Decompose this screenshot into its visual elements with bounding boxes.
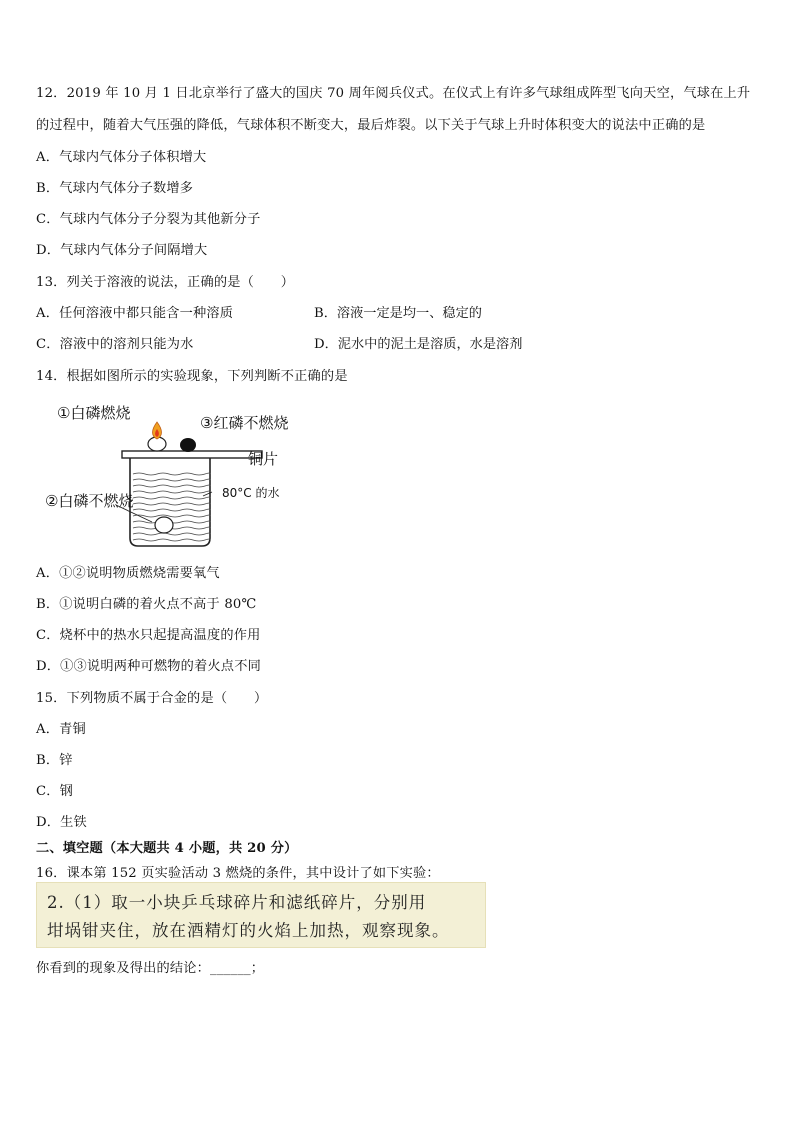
q15-option-d: D．生铁	[36, 815, 87, 830]
q15-option-b: B．锌	[36, 753, 73, 768]
q12-option-b: B．气球内气体分子数增多	[36, 181, 194, 196]
q14-option-c: C．烧杯中的热水只起提高温度的作用	[36, 628, 261, 643]
q13-option-b: B．溶液一定是均一、稳定的	[314, 306, 482, 321]
q16-stem: 16．课本第 152 页实验活动 3 燃烧的条件，其中设计了如下实验：	[36, 866, 440, 881]
q12-stem-line1: 12．2019 年 10 月 1 日北京举行了盛大的国庆 70 周年阅兵仪式。在仪式上有许多气球组成阵型飞向天空，气球在上升	[36, 86, 751, 101]
q12-stem-line2: 的过程中，随着大气压强的降低，气球体积不断变大，最后炸裂。以下关于气球上升时体积变大的说法中正确的是	[36, 118, 706, 133]
q14-option-b: B．①说明白磷的着火点不高于 80℃	[36, 597, 257, 612]
label-red-phosphorus: ③红磷不燃烧	[200, 414, 289, 432]
textbook-line1: 2.（1）取一小块乒乓球碎片和滤纸碎片，分别用	[47, 893, 427, 912]
q15-option-a: A．青铜	[36, 722, 86, 737]
label-white-phosphorus-burning: ①白磷燃烧	[57, 404, 131, 422]
copper-plate	[122, 451, 262, 458]
q13-option-c: C．溶液中的溶剂只能为水	[36, 337, 194, 352]
q14-option-a: A．①②说明物质燃烧需要氧气	[36, 566, 220, 581]
q12-option-c: C．气球内气体分子分裂为其他新分子	[36, 212, 261, 227]
q14-option-d: D．①③说明两种可燃物的着火点不同	[36, 659, 261, 674]
hot-water	[133, 473, 210, 541]
q12-option-d: D．气球内气体分子间隔增大	[36, 243, 208, 258]
label-hot-water: 80°C 的水	[222, 486, 280, 500]
label-copper-plate: 铜片	[248, 450, 279, 468]
q15-option-c: C．钢	[36, 784, 74, 799]
textbook-line2: 坩埚钳夹住，放在酒精灯的火焰上加热，观察现象。	[47, 921, 450, 940]
white-phosphorus-underwater	[155, 517, 173, 533]
section2-heading: 二、填空题（本大题共 4 小题，共 20 分）	[36, 841, 298, 856]
label-white-phosphorus-underwater: ②白磷不燃烧	[45, 492, 134, 510]
textbook-excerpt	[36, 882, 486, 948]
beaker	[130, 458, 210, 546]
q12-option-a: A．气球内气体分子体积增大	[36, 150, 207, 165]
q13-option-d: D．泥水中的泥土是溶质，水是溶剂	[314, 337, 523, 352]
q14-stem: 14．根据如图所示的实验现象，下列判断不正确的是	[36, 369, 348, 384]
q13-stem: 13．列关于溶液的说法，正确的是（ ）	[36, 275, 295, 290]
red-phosphorus	[180, 438, 196, 452]
q16-answer-prompt: 你看到的现象及得出的结论：______；	[36, 961, 265, 976]
combustion-experiment-figure	[40, 400, 300, 550]
q13-option-a: A．任何溶液中都只能含一种溶质	[36, 306, 234, 321]
q15-stem: 15．下列物质不属于合金的是（ ）	[36, 691, 268, 706]
